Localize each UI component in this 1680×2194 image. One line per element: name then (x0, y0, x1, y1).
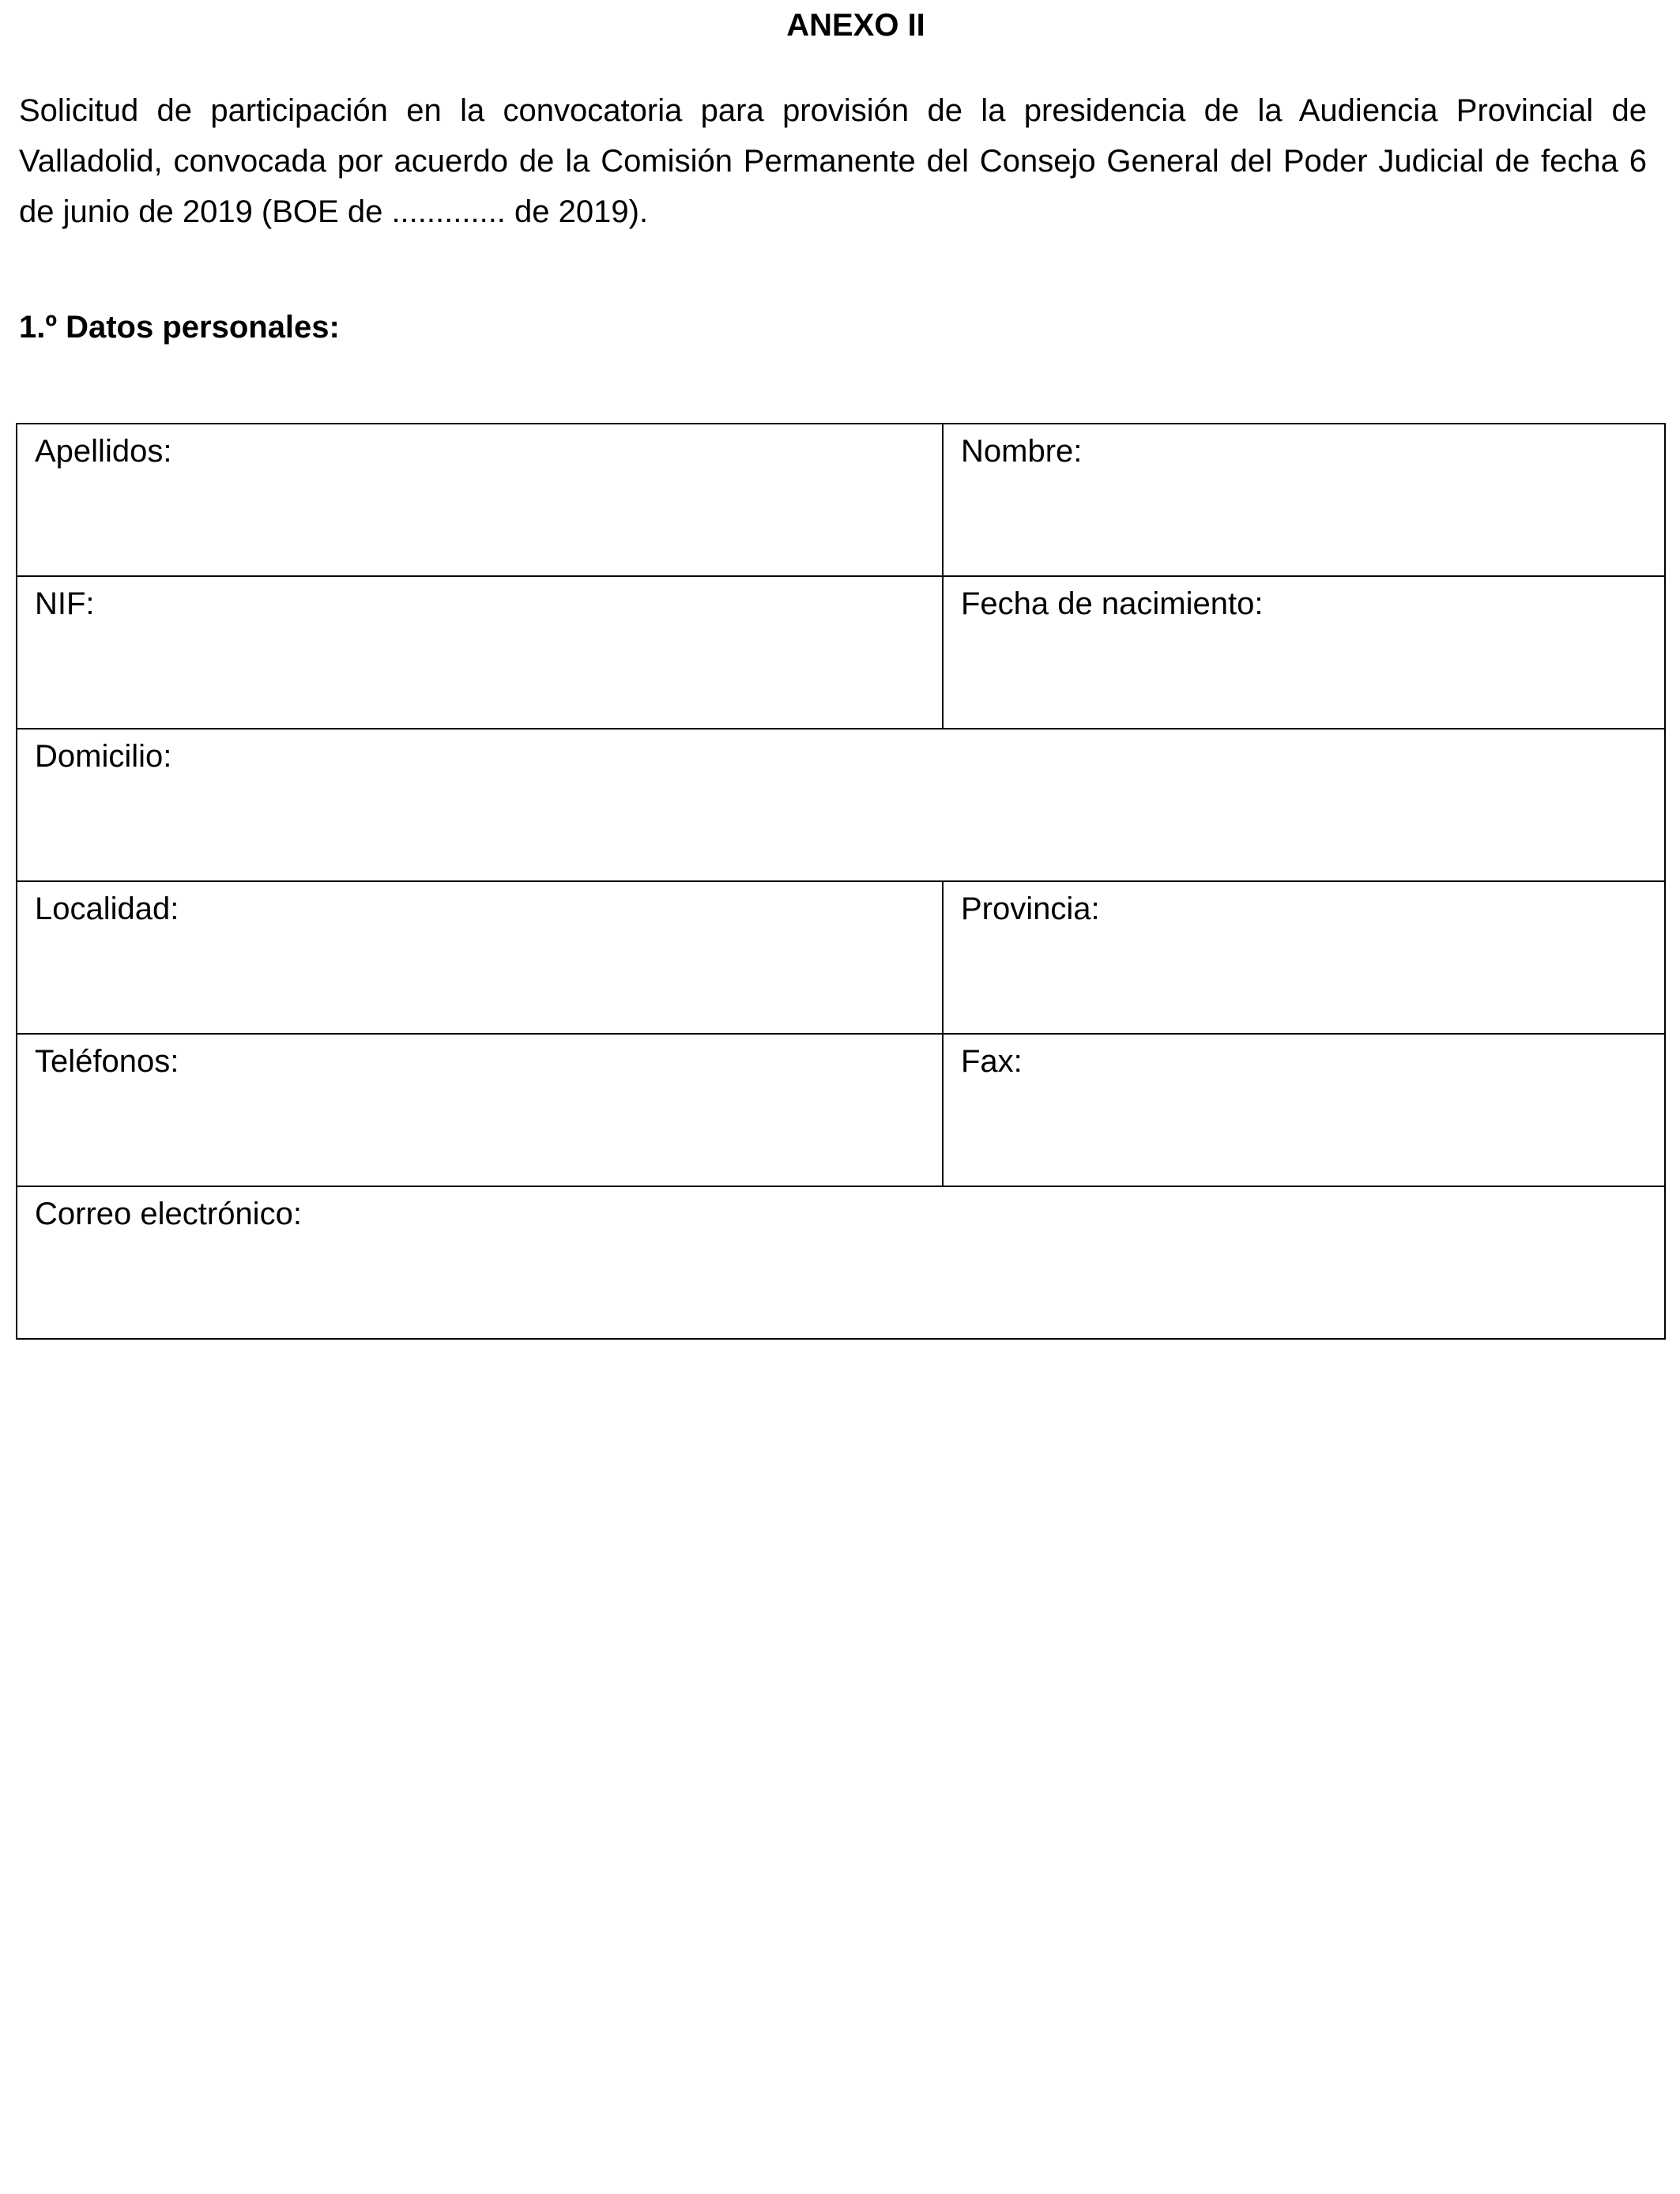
fax-label: Fax: (961, 1044, 1023, 1079)
apellidos-field[interactable] (17, 424, 943, 576)
nombre-field[interactable] (943, 424, 1665, 576)
provincia-label: Provincia: (961, 892, 1100, 926)
nif-label: NIF: (35, 586, 95, 621)
domicilio-label: Domicilio: (35, 739, 172, 774)
section-heading-personal-data: 1.º Datos personales: (19, 310, 340, 345)
table-row (17, 424, 1665, 576)
birth-date-label: Fecha de nacimiento: (961, 586, 1264, 621)
apellidos-label: Apellidos: (35, 434, 172, 469)
nif-field[interactable] (17, 576, 943, 729)
provincia-field[interactable] (943, 881, 1665, 1034)
birth-date-field[interactable] (943, 576, 1665, 729)
table-row (17, 1186, 1665, 1339)
table-row (17, 729, 1665, 881)
email-label: Correo electrónico: (35, 1197, 302, 1231)
table-row (17, 881, 1665, 1034)
telefonos-label: Teléfonos: (35, 1044, 179, 1079)
email-field[interactable] (17, 1186, 1665, 1339)
telefonos-field[interactable] (17, 1034, 943, 1186)
table-row (17, 1034, 1665, 1186)
personal-data-table (16, 423, 1666, 1340)
table-row (17, 576, 1665, 729)
domicilio-field[interactable] (17, 729, 1665, 881)
intro-paragraph: Solicitud de participación en la convocatoria para provisión de la presidencia de la Audiencia Provincial de Valladolid, convocada por acuerdo de la Comisión Permanente del Consejo General del Poder Judicial de fecha 6 de junio de 2019 (BOE de ............. de 2019). (19, 93, 1647, 229)
localidad-field[interactable] (17, 881, 943, 1034)
localidad-label: Localidad: (35, 892, 179, 926)
fax-field[interactable] (943, 1034, 1665, 1186)
document-title: ANEXO II (786, 8, 925, 43)
nombre-label: Nombre: (961, 434, 1083, 469)
